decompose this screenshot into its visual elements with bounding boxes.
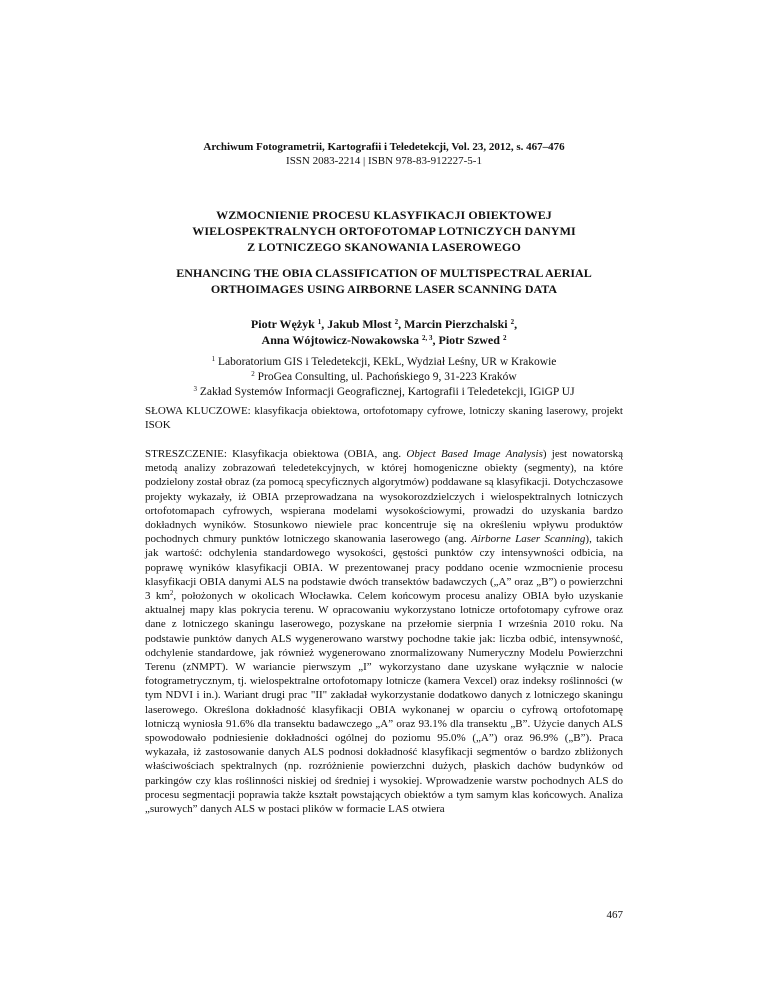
author-affil-ref: 2 [510, 318, 515, 326]
journal-isbn: ISSN 2083-2214 | ISBN 978-83-912227-5-1 [286, 155, 482, 167]
author-line [145, 332, 623, 348]
affiliation [145, 385, 623, 400]
paper-page [145, 0, 623, 994]
abstract [145, 447, 623, 816]
abstract-text: STRESZCZENIE: Klasyfikacja obiektowa (OBIA, ang. [145, 448, 407, 460]
abstract-term: Airborne Laser Scanning [471, 533, 586, 546]
author-sep: , [398, 317, 405, 331]
affiliation [145, 355, 623, 370]
author-sep: , [432, 333, 439, 347]
journal-citation: Archiwum Fotogrametrii, Kartografii i Teledetekcji, Vol. 23, 2012, s. 467–476 [203, 141, 565, 153]
page-number: 467 [606, 909, 623, 921]
author-name: Anna Wójtowicz-Nowakowska [261, 333, 422, 347]
author-list [145, 316, 623, 348]
keywords: SŁOWA KLUCZOWE: klasyfikacja obiektowa, ortofotomapy cyfrowe, lotniczy skaning laserowy, projekt ISOK [145, 405, 623, 431]
affiliation-text: Laboratorium GIS i Teledetekcji, KEkL, Wydział Leśny, UR w Krakowie [215, 356, 557, 368]
title-polish-line: WIELOSPEKTRALNYCH ORTOFOTOMAP LOTNICZYCH DANYMI [192, 224, 576, 238]
author-name: Marcin Pierzchalski [404, 317, 511, 331]
author-sep: , [321, 317, 328, 331]
author-affil-ref: 2, 3 [422, 334, 433, 342]
author-name: Jakub Mlost [327, 317, 395, 331]
affiliation-text: Zakład Systemów Informacji Geograficznej, Kartografii i Teledetekcji, IGiGP UJ [196, 386, 575, 398]
title-english-line: ENHANCING THE OBIA CLASSIFICATION OF MULTISPECTRAL AERIAL [176, 266, 592, 280]
abstract-text: ) jest nowatorską metodą analizy zobrazowań teledetekcyjnych, w której homogeniczne obiekty (segmenty), na które podzielony został obraz (za pomocą specyficznych algorytmów) poddawane są klasyfikacji. Dotychczasowe projekty wykazały, iż OBIA przeprowadzana na wysokorozdzielczych i wielospektralnych lotniczych ortofotomapach cyfrowych, wspierana modelami wysokościowymi, prowadzi do uzyskania bardzo dokładnych wyników. Stosunkowo niewiele prac koncentruje się na określeniu wpływu produktów pochodnych chmury punktów lotniczego skanowania laserowego (ang. [145, 448, 623, 546]
affiliation-list [145, 355, 623, 400]
abstract-text: , położonych w okolicach Włocławka. Celem końcowym procesu analizy OBIA było uzyskanie aktualnej mapy klas pokrycia terenu. W opracowaniu wykorzystano lotnicze ortofotomapy cyfrowe oraz dane z lotniczego skaningu laserowego, pozyskane na przełomie sierpnia I września 2010 roku. Na podstawie punktów danych ALS wygenerowano warstwy pochodne takie jak: liczba odbić, intensywność, odchylenie standardowe, jak również wygenerowano znormalizowany Numeryczny Modelu Powierzchni Terenu (zNMPT). W wariancie pierwszym „I” wykorzystano dane uzyskane wyłącznie w nalocie fotogrametrycznym, tj. wielospektralne ortofotomapy lotnicze (kamera Vexcel) oraz indeksy roślinności (w tym NDVI i in.). Wariant drugi prac "II" zakładał wykorzystanie dodatkowo danych z lotniczego skaningu laserowego. Określona dokładność klasyfikacji OBIA wykonanej w oparciu o cyfrową ortofotomapę lotniczą wyniosła 91.6% dla transektu badawczego „A” oraz 93.1% dla transektu „B”. Użycie danych ALS spowodowało podniesienie dokładności ogólnej do poziomu 95.0% („A”) oraz 96.9% („B”). Praca wykazała, iż zastosowanie danych ALS podnosi dokładność klasyfikacji segmentów o bardzo zbliżonych właściwościach spektralnych (np. rozróżnienie powierzchni dużych, płaskich dachów budynków od parkingów czy klas roślinności niskiej od średniej i wysokiej. Wprowadzenie warstw pochodnych ALS do procesu segmentacji poprawia także kształt powstających obiektów a tym samym klas końcowych. Analiza „surowych” danych ALS w postaci plików w formacie LAS otwiera [145, 590, 623, 816]
author-name: Piotr Wężyk [250, 317, 318, 331]
affiliation [145, 370, 623, 385]
author-affil-ref: 2 [502, 334, 507, 342]
affiliation-number: 1 [211, 355, 216, 363]
title-polish-line: Z LOTNICZEGO SKANOWANIA LASEROWEGO [247, 240, 521, 254]
journal-header [145, 140, 623, 168]
title-english [145, 265, 623, 297]
abstract-superscript: 2 [169, 589, 174, 598]
author-affil-ref: 1 [317, 318, 322, 326]
abstract-term: Object Based Image Analysis [406, 448, 543, 460]
affiliation-text: ProGea Consulting, ul. Pachońskiego 9, 31-223 Kraków [254, 371, 517, 383]
author-line [145, 316, 623, 332]
affiliation-number: 2 [251, 370, 255, 378]
abstract-text: ), takich jak wartość: odchylenia standardowego wysokości, gęstości punktów czy intensywności odbicia, na poprawę wyników klasyfikacji OBIA. W prezentowanej pracy poddano ocenie wzmocnienie procesu klasyfikacji OBIA danymi ALS na podstawie dwóch transektów badawczych („A” oraz „B”) o powierzchni 3 km [145, 533, 623, 603]
author-sep: , [514, 317, 518, 331]
affiliation-number: 3 [193, 385, 197, 393]
title-polish [145, 207, 623, 255]
author-affil-ref: 2 [394, 318, 399, 326]
title-polish-line: WZMOCNIENIE PROCESU KLASYFIKACJI OBIEKTOWEJ [216, 208, 552, 222]
title-english-line: ORTHOIMAGES USING AIRBORNE LASER SCANNING DATA [210, 282, 558, 296]
author-name: Piotr Szwed [438, 333, 503, 347]
